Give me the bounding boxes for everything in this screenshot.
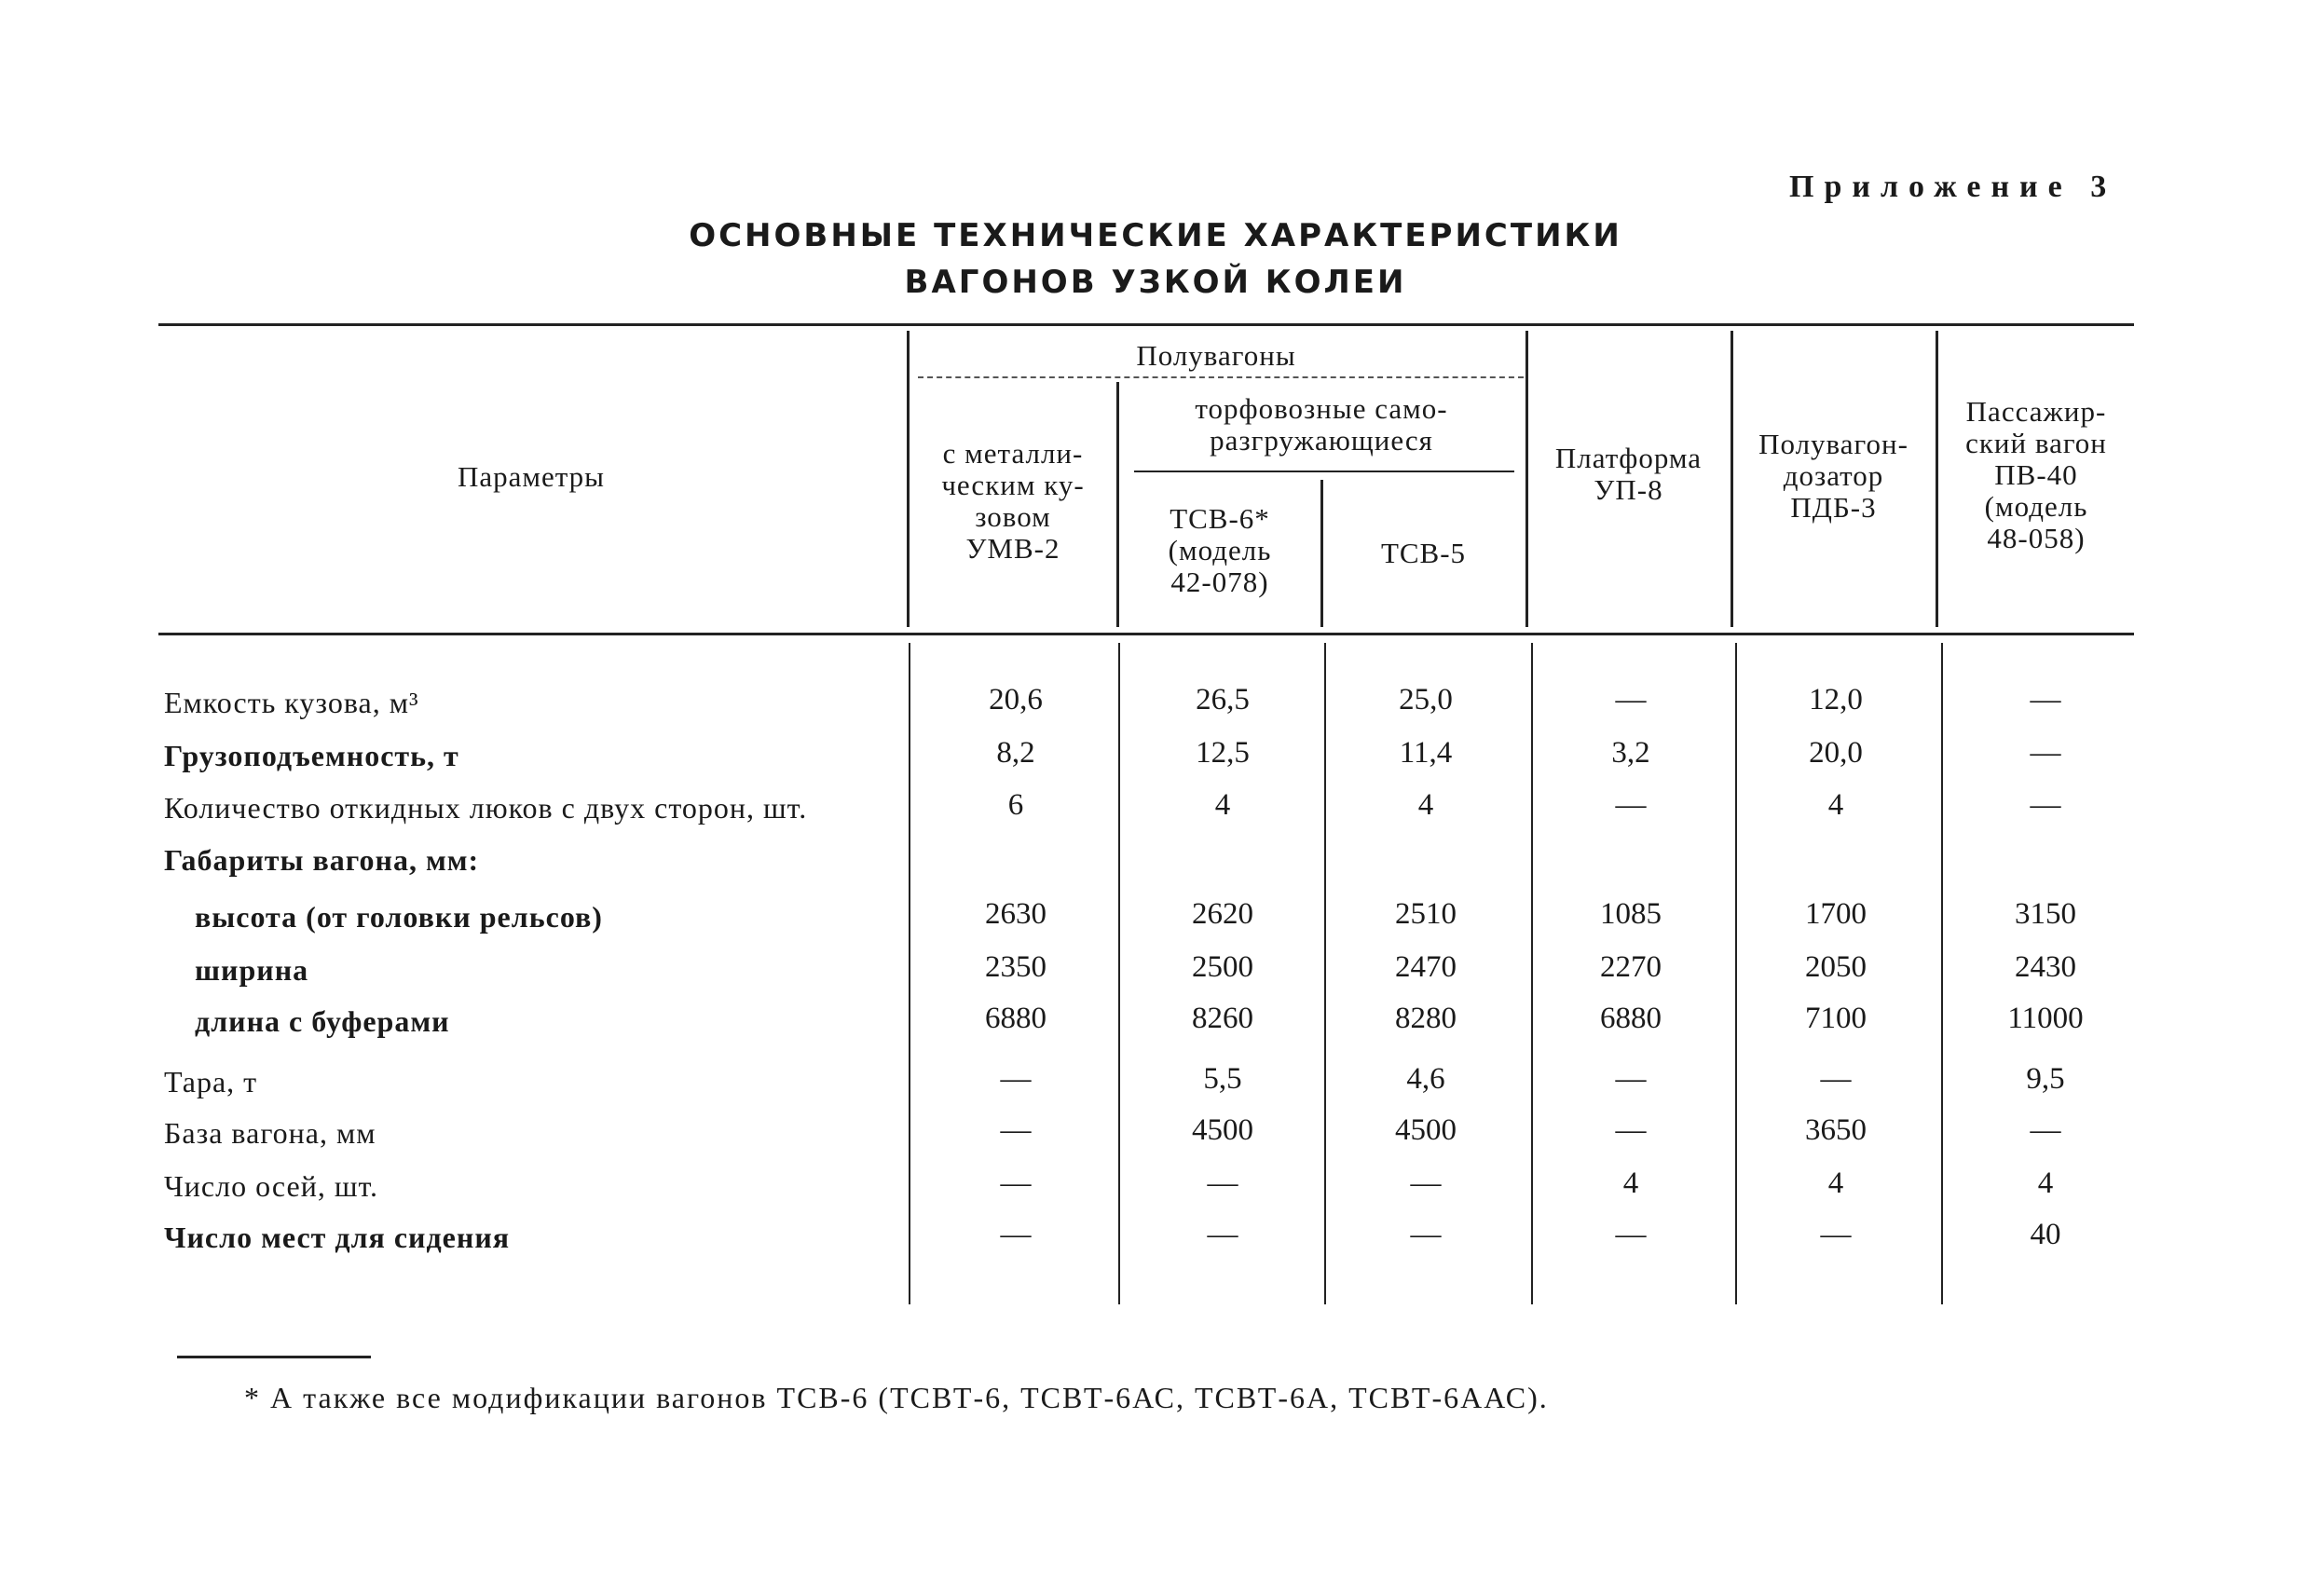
table-cell: 6	[1007, 788, 1024, 822]
table-cell: 4	[1417, 788, 1434, 822]
table-cell: 25,0	[1399, 683, 1453, 716]
row-label: База вагона, мм	[164, 1116, 376, 1150]
table-cell: 4	[1827, 1166, 1844, 1200]
table-cell: 20,6	[989, 683, 1043, 716]
table-cell: 20,0	[1809, 736, 1863, 770]
table-cell: 2270	[1600, 950, 1662, 984]
gondola-dashed-rule	[918, 376, 1524, 378]
table-cell: —	[2030, 788, 2061, 822]
table-cell: 4	[2037, 1166, 2054, 1200]
row-label: длина с буферами	[195, 1004, 450, 1038]
table-cell: 4,6	[1406, 1062, 1445, 1096]
table-cell: 2350	[985, 950, 1047, 984]
table-cell: 4	[1827, 788, 1844, 822]
table-cell: —	[1410, 1166, 1442, 1200]
table-cell: 2510	[1395, 897, 1457, 931]
col-body-divider-1	[909, 643, 910, 1304]
table-cell: 3,2	[1611, 736, 1650, 770]
peat-rule	[1134, 471, 1514, 472]
header-params: Параметры	[457, 460, 606, 493]
appendix-label: Приложение 3	[1789, 170, 2117, 204]
row-label: Количество откидных люков с двух сторон, шт.	[164, 791, 808, 825]
table-cell: —	[1615, 788, 1647, 822]
table-cell: —	[1000, 1113, 1032, 1147]
col-divider-2	[1116, 382, 1119, 627]
page-title: ОСНОВНЫЕ ТЕХНИЧЕСКИЕ ХАРАКТЕРИСТИКИ	[689, 217, 1622, 254]
table-cell: —	[1615, 1062, 1647, 1096]
col-body-divider-3	[1324, 643, 1326, 1304]
table-cell: —	[2030, 736, 2061, 770]
table-cell: 4	[1622, 1166, 1639, 1200]
row-label: Число осей, шт.	[164, 1169, 379, 1203]
table-top-rule	[158, 323, 2134, 326]
table-cell: 8260	[1192, 1002, 1253, 1035]
col-divider-1	[907, 331, 910, 627]
header-platform: Платформа УП-8	[1554, 442, 1703, 506]
table-cell: 11,4	[1399, 736, 1453, 770]
header-gondolas: Полувагоны	[1136, 339, 1296, 372]
col-body-divider-5	[1735, 643, 1737, 1304]
row-label: Тара, т	[164, 1065, 258, 1098]
table-cell: —	[1207, 1166, 1238, 1200]
table-cell: 2500	[1192, 950, 1253, 984]
col-body-divider-2	[1118, 643, 1120, 1304]
table-cell: 2620	[1192, 897, 1253, 931]
table-header-rule	[158, 633, 2134, 635]
page-subtitle: ВАГОНОВ УЗКОЙ КОЛЕИ	[904, 264, 1407, 301]
header-metal-body: с металли- ческим ку- зовом УМВ-2	[941, 437, 1085, 565]
table-cell: —	[1820, 1062, 1852, 1096]
table-cell: 4500	[1192, 1113, 1253, 1147]
table-cell: 4500	[1395, 1113, 1457, 1147]
table-cell: 12,5	[1196, 736, 1250, 770]
row-label: Габариты вагона, мм:	[164, 843, 480, 877]
table-cell: 2630	[985, 897, 1047, 931]
table-cell: —	[1000, 1062, 1032, 1096]
col-body-divider-4	[1531, 643, 1533, 1304]
table-cell: —	[1000, 1166, 1032, 1200]
table-cell: 8,2	[996, 736, 1035, 770]
table-cell: 11000	[2007, 1002, 2084, 1035]
table-cell: 3650	[1805, 1113, 1867, 1147]
table-cell: 1085	[1600, 897, 1662, 931]
header-passenger: Пассажир- ский вагон ПВ-40 (модель 48-058)	[1965, 395, 2107, 554]
table-cell: —	[1000, 1218, 1032, 1251]
row-label: Грузоподъемность, т	[164, 739, 459, 772]
footnote-rule	[177, 1356, 371, 1358]
table-cell: —	[1615, 1113, 1647, 1147]
footnote: * А также все модификации вагонов ТСВ-6 (ТСВТ-6, ТСВТ-6АС, ТСВТ-6А, ТСВТ-6ААС).	[244, 1381, 1549, 1414]
table-cell: 5,5	[1203, 1062, 1242, 1096]
header-tsv6: ТСВ-6* (модель 42-078)	[1168, 502, 1272, 598]
table-cell: 12,0	[1809, 683, 1863, 716]
table-cell: 6880	[985, 1002, 1047, 1035]
header-dozator: Полувагон- дозатор ПДБ-3	[1758, 428, 1908, 524]
table-cell: 3150	[2015, 897, 2076, 931]
table-cell: 9,5	[2026, 1062, 2065, 1096]
table-cell: 2430	[2015, 950, 2076, 984]
table-cell: —	[2030, 1113, 2061, 1147]
row-label: Число мест для сидения	[164, 1221, 511, 1254]
header-tsv5: ТСВ-5	[1380, 537, 1467, 569]
table-cell: 6880	[1600, 1002, 1662, 1035]
table-cell: 7100	[1805, 1002, 1867, 1035]
row-label: высота (от головки рельсов)	[195, 900, 603, 934]
table-cell: —	[1207, 1218, 1238, 1251]
table-cell: 26,5	[1196, 683, 1250, 716]
table-cell: 2470	[1395, 950, 1457, 984]
table-cell: —	[2030, 683, 2061, 716]
table-cell: —	[1410, 1218, 1442, 1251]
table-cell: 1700	[1805, 897, 1867, 931]
table-cell: 40	[2030, 1218, 2061, 1251]
table-cell: —	[1615, 1218, 1647, 1251]
row-label: Емкость кузова, м³	[164, 686, 419, 719]
table-cell: 8280	[1395, 1002, 1457, 1035]
table-cell: —	[1820, 1218, 1852, 1251]
table-cell: —	[1615, 683, 1647, 716]
table-cell: 2050	[1805, 950, 1867, 984]
col-body-divider-6	[1941, 643, 1943, 1304]
header-peat: торфовозные само- разгружающиеся	[1195, 392, 1448, 457]
table-cell: 4	[1214, 788, 1231, 822]
row-label: ширина	[195, 953, 309, 987]
